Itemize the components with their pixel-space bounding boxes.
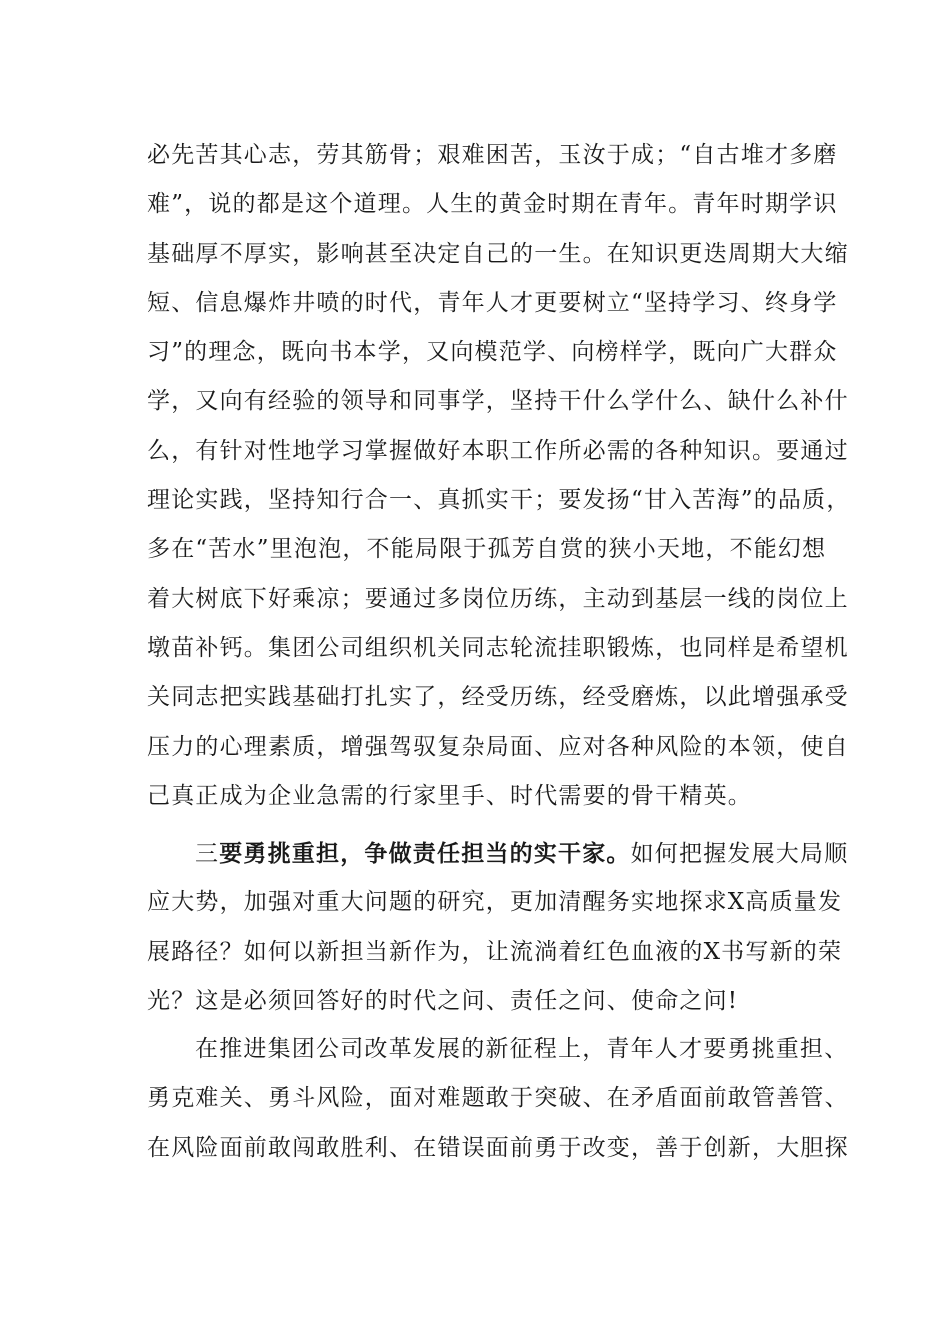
text-line: 墩苗补钙。集团公司组织机关同志轮流挂职锻炼，也同样是希望机 (147, 634, 849, 661)
section-heading: 要勇挑重担，争做责任担当的实干家。 (219, 840, 631, 867)
text-line: 在推进集团公司改革发展的新征程上，青年人才要勇挑重担、 (195, 1036, 849, 1062)
paragraph-responsibility (147, 829, 849, 1026)
text-line: 应大势，加强对重大问题的研究，更加清醒务实地探求X高质量发 (147, 889, 843, 916)
text-line: 压力的心理素质，增强驾驭复杂局面、应对各种风险的本领，使自 (147, 733, 849, 760)
heading-number: 三 (195, 841, 220, 867)
text-line: 么，有针对性地学习掌握做好本职工作所必需的各种知识。要通过 (147, 437, 849, 464)
text-line: 难”，说的都是这个道理。人生的黄金时期在青年。青年时期学识 (147, 191, 838, 218)
text-line: 关同志把实践基础打扎实了，经受历练，经受磨炼，以此增强承受 (147, 684, 849, 711)
text-line: 习”的理念，既向书本学，又向模范学、向榜样学，既向广大群众 (147, 339, 838, 366)
text-line: 多在“苦水”里泡泡，不能局限于孤芳自赏的狭小天地，不能幻想 (147, 536, 827, 563)
heading-line-rest: 如何把握发展大局顺 (630, 841, 849, 867)
text-line: 己真正成为企业急需的行家里手、时代需要的骨干精英。 (147, 782, 752, 809)
text-line: 光？这是必须回答好的时代之问、责任之问、使命之问! (147, 987, 739, 1014)
paragraph-study (147, 131, 851, 821)
text-line: 展路径？如何以新担当新作为，让流淌着红色血液的X书写新的荣 (147, 938, 843, 965)
text-line: 必先苦其心志，劳其筋骨；艰难困苦，玉汝于成；“自古堆才多磨 (147, 142, 838, 168)
text-line: 着大树底下好乘凉；要通过多岗位历练，主动到基层一线的岗位上 (147, 585, 849, 612)
text-line: 勇克难关、勇斗风险，面对难题敢于突破、在矛盾面前敢管善管、 (147, 1085, 849, 1112)
section-heading-line (147, 829, 849, 878)
text-line: 理论实践，坚持知行合一、真抓实干；要发扬“甘入苦海”的品质， (147, 487, 851, 514)
text-line: 基础厚不厚实，影响甚至决定自己的一生。在知识更迭周期大大缩 (147, 240, 849, 267)
text-line: 在风险面前敢闯敢胜利、在错误面前勇于改变，善于创新，大胆探 (147, 1134, 849, 1161)
text-line: 短、信息爆炸井喷的时代，青年人才更要树立“坚持学习、终身学 (147, 289, 838, 316)
text-line: 学，又向有经验的领导和同事学，坚持干什么学什么、缺什么补什 (147, 388, 849, 415)
paragraph-reform (147, 1025, 849, 1173)
